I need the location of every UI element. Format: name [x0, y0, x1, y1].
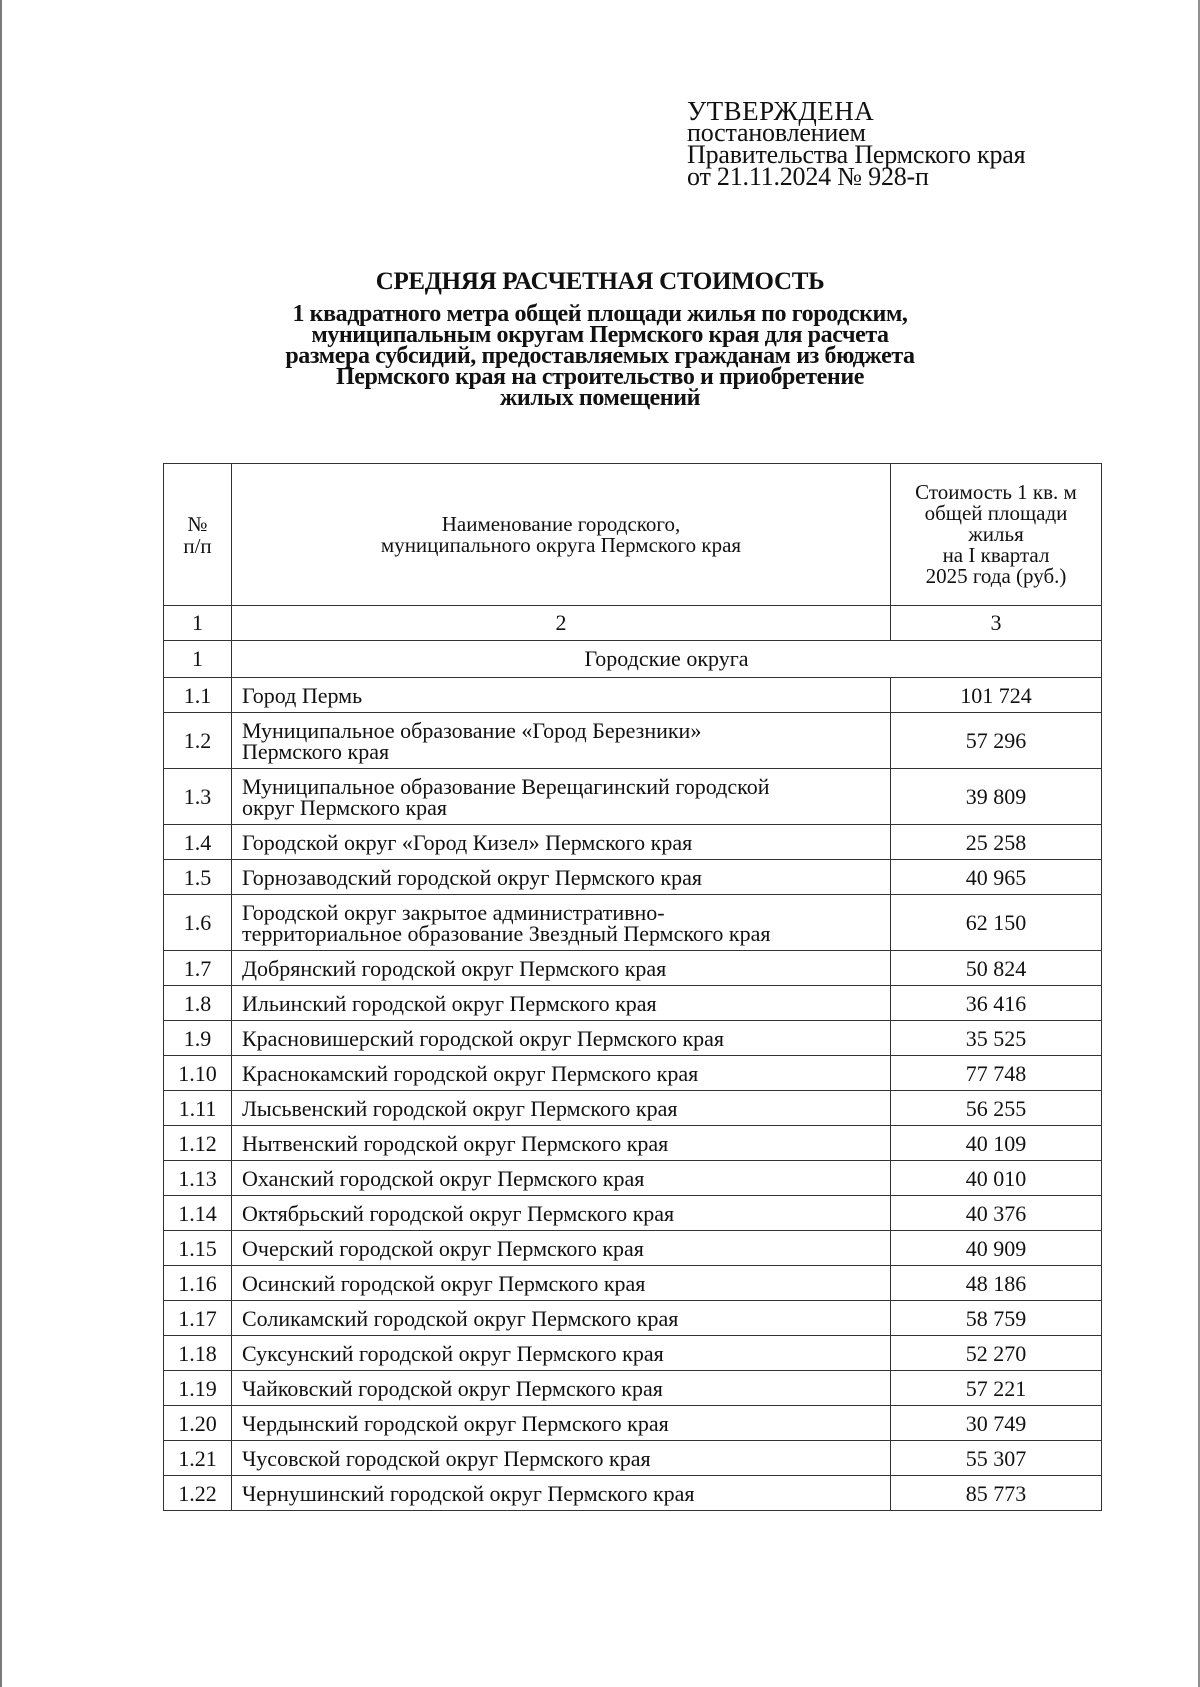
row-cost-value: 36 416 [891, 986, 1102, 1021]
table-row [164, 1126, 1102, 1161]
subtitle-line: Пермского края на строительство и приобретение [335, 364, 865, 390]
row-district-name [232, 1476, 891, 1511]
row-district-name [232, 678, 891, 713]
row-district-name [232, 951, 891, 986]
cost-table [163, 463, 1102, 1511]
row-number: 1.18 [164, 1336, 232, 1371]
row-number: 1.13 [164, 1161, 232, 1196]
row-cost-value: 56 255 [891, 1091, 1102, 1126]
table-row [164, 1056, 1102, 1091]
district-name-line: Оханский городской округ Пермского края [242, 1165, 645, 1191]
district-name-line: Лысьвенский городской округ Пермского края [242, 1095, 678, 1121]
row-cost-value: 39 809 [891, 769, 1102, 825]
document-subtitle [200, 301, 1000, 411]
table-row [164, 769, 1102, 825]
row-number: 1.16 [164, 1266, 232, 1301]
table-header-row [164, 464, 1102, 606]
column-number-cell: 2 [232, 606, 891, 641]
row-number: 1.4 [164, 825, 232, 860]
table-row [164, 825, 1102, 860]
row-number: 1.19 [164, 1371, 232, 1406]
header-number-line: п/п [183, 533, 212, 558]
subtitle-line: 1 квадратного метра общей площади жилья по городским, [292, 301, 908, 327]
header-name [232, 464, 891, 606]
table-row [164, 1371, 1102, 1406]
table-row [164, 1161, 1102, 1196]
table-row [164, 1476, 1102, 1511]
header-cost-line: жилья [968, 522, 1024, 546]
row-number: 1.8 [164, 986, 232, 1021]
row-number: 1.15 [164, 1231, 232, 1266]
row-district-name [232, 1056, 891, 1091]
district-name-line: Очерский городской округ Пермского края [242, 1235, 644, 1261]
district-name-line: Чернушинский городской округ Пермского края [242, 1480, 695, 1506]
table-row [164, 951, 1102, 986]
table-row [164, 1231, 1102, 1266]
row-number: 1.6 [164, 895, 232, 951]
district-name-line: Суксунский городской округ Пермского края [242, 1340, 664, 1366]
row-cost-value: 57 296 [891, 713, 1102, 769]
row-number: 1.5 [164, 860, 232, 895]
table-row [164, 1091, 1102, 1126]
district-name-line: Городской округ закрытое административно- [242, 899, 665, 925]
row-number: 1.7 [164, 951, 232, 986]
row-district-name [232, 986, 891, 1021]
district-name-line: Городской округ «Город Кизел» Пермского края [242, 829, 693, 855]
header-number-line: № [187, 511, 208, 536]
row-district-name [232, 1441, 891, 1476]
row-cost-value: 58 759 [891, 1301, 1102, 1336]
subtitle-line: жилых помещений [499, 385, 701, 411]
district-name-line: Чайковский городской округ Пермского края [242, 1375, 663, 1401]
row-district-name [232, 1301, 891, 1336]
row-number: 1.12 [164, 1126, 232, 1161]
scan-edge-left [0, 0, 2, 1687]
row-number: 1.11 [164, 1091, 232, 1126]
approval-stamp-block [687, 96, 1026, 191]
district-name-line: Нытвенский городской округ Пермского края [242, 1130, 669, 1156]
approval-stamp-title: УТВЕРЖДЕНА [687, 96, 875, 126]
column-number-cell: 3 [891, 606, 1102, 641]
section-row [164, 641, 1102, 678]
row-cost-value: 52 270 [891, 1336, 1102, 1371]
district-name-line: Чусовской городской округ Пермского края [242, 1445, 651, 1471]
district-name-line: Октябрьский городской округ Пермского края [242, 1200, 675, 1226]
subtitle-line: муниципальным округам Пермского края для расчета [311, 322, 889, 348]
section-number: 1 [164, 641, 232, 678]
district-name-line: Горнозаводский городской округ Пермского края [242, 864, 703, 890]
approval-line-resolution: постановлением [687, 118, 866, 147]
table-row [164, 895, 1102, 951]
row-cost-value: 40 965 [891, 860, 1102, 895]
row-cost-value: 101 724 [891, 678, 1102, 713]
row-district-name [232, 1126, 891, 1161]
header-cost [891, 464, 1102, 606]
column-number-row [164, 606, 1102, 641]
table-row [164, 1301, 1102, 1336]
table-row [164, 713, 1102, 769]
row-district-name [232, 1021, 891, 1056]
row-number: 1.21 [164, 1441, 232, 1476]
row-district-name [232, 1406, 891, 1441]
column-number-cell: 1 [164, 606, 232, 641]
header-cost-line: на I квартал [942, 543, 1050, 567]
district-name-line: территориальное образование Звездный Пермского края [242, 920, 771, 946]
row-district-name [232, 825, 891, 860]
row-district-name [232, 1231, 891, 1266]
document-title: СРЕДНЯЯ РАСЧЕТНАЯ СТОИМОСТЬ [375, 268, 825, 295]
table-row [164, 1336, 1102, 1371]
row-cost-value: 50 824 [891, 951, 1102, 986]
district-name-line: Красновишерский городской округ Пермского края [242, 1025, 725, 1051]
row-cost-value: 40 909 [891, 1231, 1102, 1266]
row-cost-value: 57 221 [891, 1371, 1102, 1406]
table-row [164, 1406, 1102, 1441]
approval-line-date-number: от 21.11.2024 № 928-п [687, 162, 929, 191]
section-label: Городские округа [232, 641, 1102, 678]
row-number: 1.3 [164, 769, 232, 825]
row-cost-value: 62 150 [891, 895, 1102, 951]
row-district-name [232, 1336, 891, 1371]
district-name-line: Муниципальное образование Верещагинский городской [242, 773, 770, 799]
row-district-name [232, 1196, 891, 1231]
district-name-line: Краснокамский городской округ Пермского края [242, 1060, 699, 1086]
table-row [164, 1441, 1102, 1476]
row-number: 1.20 [164, 1406, 232, 1441]
row-number: 1.17 [164, 1301, 232, 1336]
district-name-line: Пермского края [242, 738, 390, 764]
district-name-line: округ Пермского края [242, 794, 448, 820]
row-cost-value: 40 010 [891, 1161, 1102, 1196]
row-number: 1.14 [164, 1196, 232, 1231]
document-title-block [200, 268, 1000, 409]
row-number: 1.1 [164, 678, 232, 713]
district-name-line: Муниципальное образование «Город Березники» [242, 717, 702, 743]
row-cost-value: 85 773 [891, 1476, 1102, 1511]
row-cost-value: 25 258 [891, 825, 1102, 860]
header-name-line: муниципального округа Пермского края [380, 532, 742, 557]
district-name-line: Город Пермь [242, 682, 363, 708]
row-number: 1.2 [164, 713, 232, 769]
header-name-line: Наименование городского, [441, 511, 681, 536]
table-row [164, 678, 1102, 713]
row-cost-value: 48 186 [891, 1266, 1102, 1301]
row-number: 1.22 [164, 1476, 232, 1511]
header-number [164, 464, 232, 606]
district-name-line: Чердынский городской округ Пермского края [242, 1410, 669, 1436]
table-row [164, 860, 1102, 895]
row-number: 1.10 [164, 1056, 232, 1091]
table-row [164, 1196, 1102, 1231]
row-cost-value: 77 748 [891, 1056, 1102, 1091]
header-cost-line: 2025 года (руб.) [925, 564, 1067, 588]
row-district-name [232, 1161, 891, 1196]
row-district-name [232, 1371, 891, 1406]
header-cost-line: общей площади [924, 501, 1068, 525]
table-row [164, 986, 1102, 1021]
approval-line-government: Правительства Пермского края [687, 140, 1026, 169]
row-number: 1.9 [164, 1021, 232, 1056]
row-district-name [232, 895, 891, 951]
row-cost-value: 55 307 [891, 1441, 1102, 1476]
district-name-line: Добрянский городской округ Пермского края [242, 955, 667, 981]
row-district-name [232, 860, 891, 895]
table-row [164, 1266, 1102, 1301]
table-row [164, 1021, 1102, 1056]
header-cost-line: Стоимость 1 кв. м [915, 480, 1077, 504]
district-name-line: Соликамский городской округ Пермского края [242, 1305, 679, 1331]
row-cost-value: 35 525 [891, 1021, 1102, 1056]
row-cost-value: 40 376 [891, 1196, 1102, 1231]
row-cost-value: 30 749 [891, 1406, 1102, 1441]
row-district-name [232, 1266, 891, 1301]
district-name-line: Ильинский городской округ Пермского края [242, 990, 657, 1016]
row-district-name [232, 713, 891, 769]
row-district-name [232, 769, 891, 825]
subtitle-line: размера субсидий, предоставляемых гражданам из бюджета [285, 343, 915, 369]
row-district-name [232, 1091, 891, 1126]
row-cost-value: 40 109 [891, 1126, 1102, 1161]
district-name-line: Осинский городской округ Пермского края [242, 1270, 646, 1296]
